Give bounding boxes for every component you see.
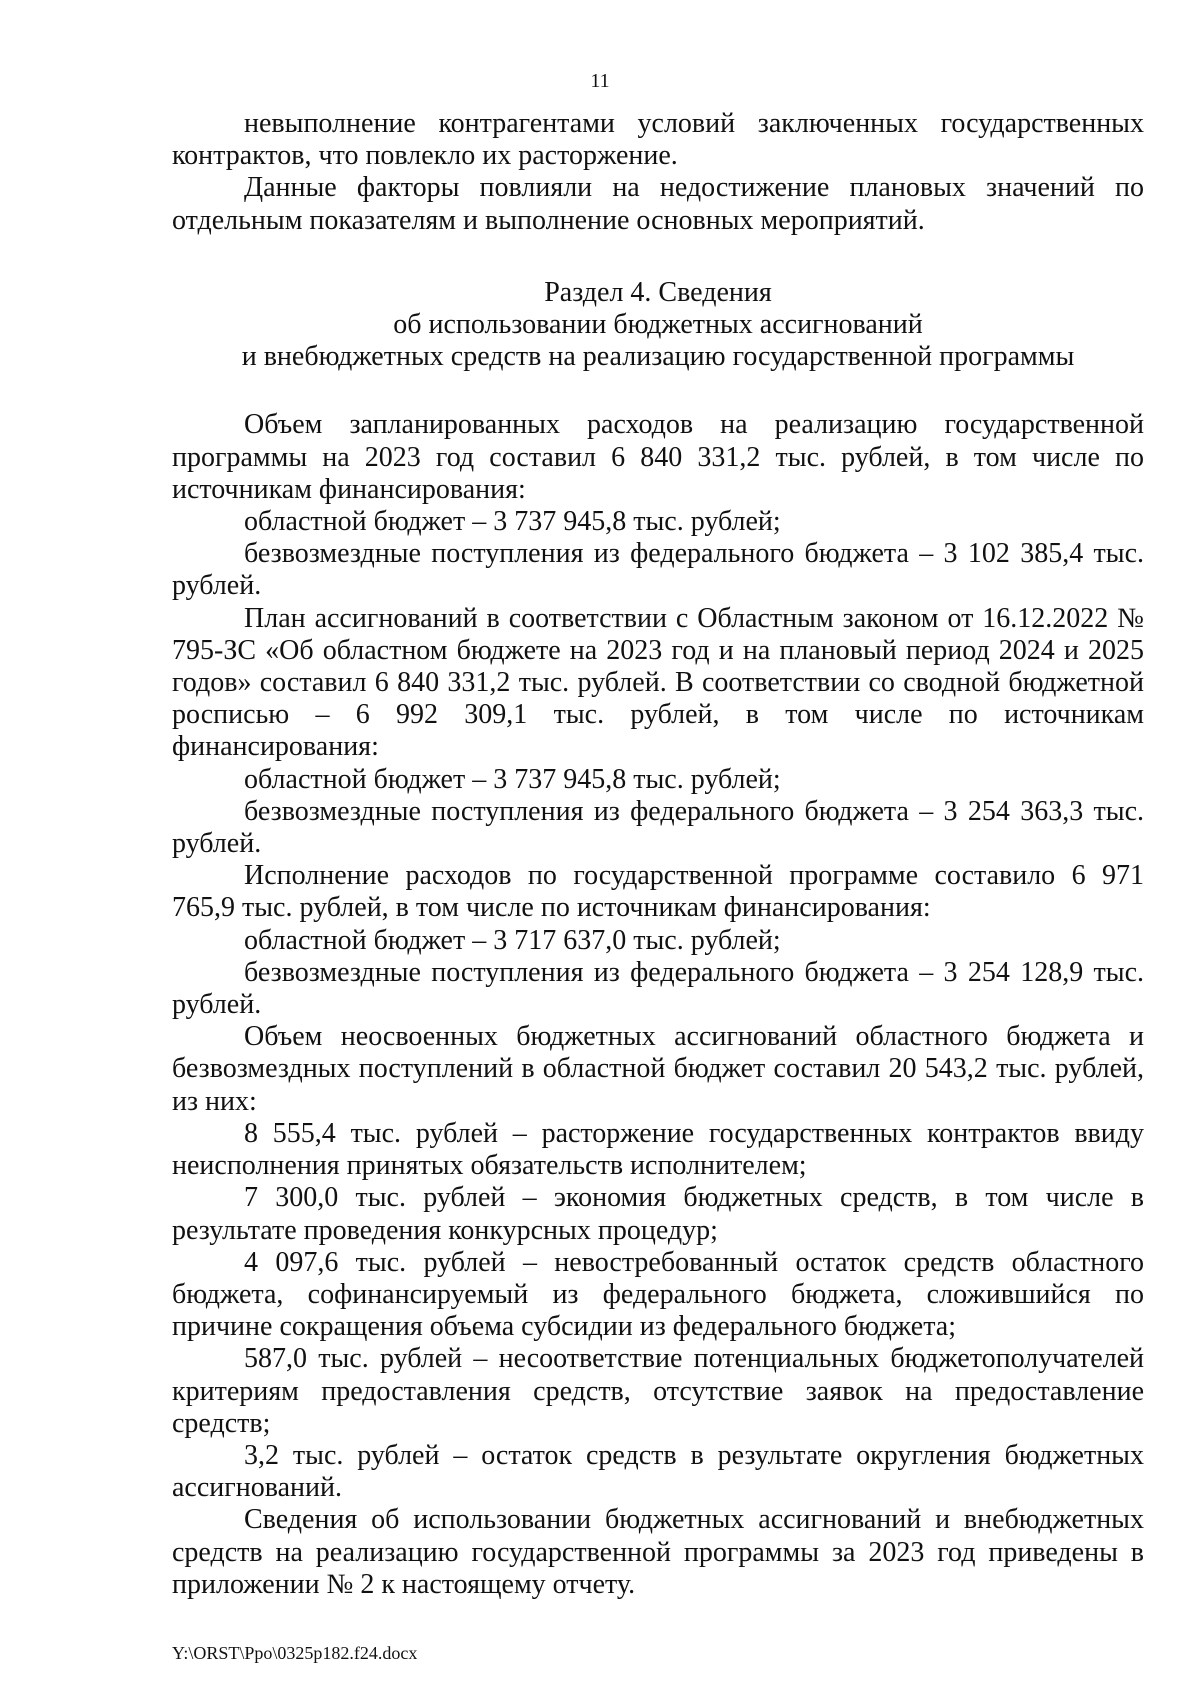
body-paragraph: План ассигнований в соответствии с Областным законом от 16.12.2022 № 795-ЗС «Об областном бюджете на 2023 год и на плановый период 2024 и 2025 годов» составил 6 840 331,2 тыс. рублей. В соответствии со сводной бюджетной росписью – 6 992 309,1 тыс. рублей, в том числе по источникам финансирования: xyxy=(172,602,1144,763)
body-paragraph: Объем запланированных расходов на реализацию государственной программы на 2023 год составил 6 840 331,2 тыс. рублей, в том числе по источникам финансирования: xyxy=(172,409,1144,505)
body-paragraph: 7 300,0 тыс. рублей – экономия бюджетных средств, в том числе в результате проведения конкурсных процедур; xyxy=(172,1182,1144,1246)
page-number: 11 xyxy=(590,70,610,92)
section-heading xyxy=(172,277,1144,374)
intro-paragraph: Данные факторы повлияли на недостижение плановых значений по отдельным показателям и выполнение основных мероприятий. xyxy=(172,172,1144,236)
document-body xyxy=(172,108,1144,1601)
section-title: Раздел 4. Сведения xyxy=(544,276,772,308)
section-subtitle: и внебюджетных средств на реализацию государственной программы xyxy=(241,341,1075,373)
section-subtitle: об использовании бюджетных ассигнований xyxy=(393,309,923,341)
body-paragraph: областной бюджет – 3 737 945,8 тыс. рублей; xyxy=(244,506,781,538)
body-paragraph: 587,0 тыс. рублей – несоответствие потенциальных бюджетополучателей критериям предоставления средств, отсутствие заявок на предоставление средств; xyxy=(172,1343,1144,1439)
body-paragraph: Исполнение расходов по государственной программе составило 6 971 765,9 тыс. рублей, в том числе по источникам финансирования: xyxy=(172,860,1144,924)
body-paragraph: Объем неосвоенных бюджетных ассигнований областного бюджета и безвозмездных поступлений в областной бюджет составил 20 543,2 тыс. рублей, из них: xyxy=(172,1021,1144,1117)
body-paragraph: безвозмездные поступления из федерального бюджета – 3 254 363,3 тыс. рублей. xyxy=(172,795,1144,860)
body-paragraph: областной бюджет – 3 737 945,8 тыс. рублей; xyxy=(244,763,781,795)
body-paragraph: безвозмездные поступления из федерального бюджета – 3 254 128,9 тыс. рублей. xyxy=(172,956,1144,1021)
body-paragraph: 4 097,6 тыс. рублей – невостребованный остаток средств областного бюджета, софинансируемый из федерального бюджета, сложившийся по причине сокращения объема субсидии из федерального бюджета; xyxy=(172,1246,1144,1343)
body-paragraph: безвозмездные поступления из федерального бюджета – 3 102 385,4 тыс. рублей. xyxy=(172,538,1144,602)
body-paragraph: 8 555,4 тыс. рублей – расторжение государственных контрактов ввиду неисполнения принятых обязательств исполнителем; xyxy=(172,1117,1144,1182)
body-paragraph: Сведения об использовании бюджетных ассигнований и внебюджетных средств на реализацию государственной программы за 2023 год приведены в приложении № 2 к настоящему отчету. xyxy=(172,1504,1144,1600)
body-paragraph: областной бюджет – 3 717 637,0 тыс. рублей; xyxy=(244,924,781,956)
footer-file-path: Y:\ORST\Ppo\0325p182.f24.docx xyxy=(172,1643,418,1663)
intro-paragraph: невыполнение контрагентами условий заключенных государственных контрактов, что повлекло их расторжение. xyxy=(172,108,1144,172)
body-paragraph: 3,2 тыс. рублей – остаток средств в результате округления бюджетных ассигнований. xyxy=(172,1439,1144,1504)
